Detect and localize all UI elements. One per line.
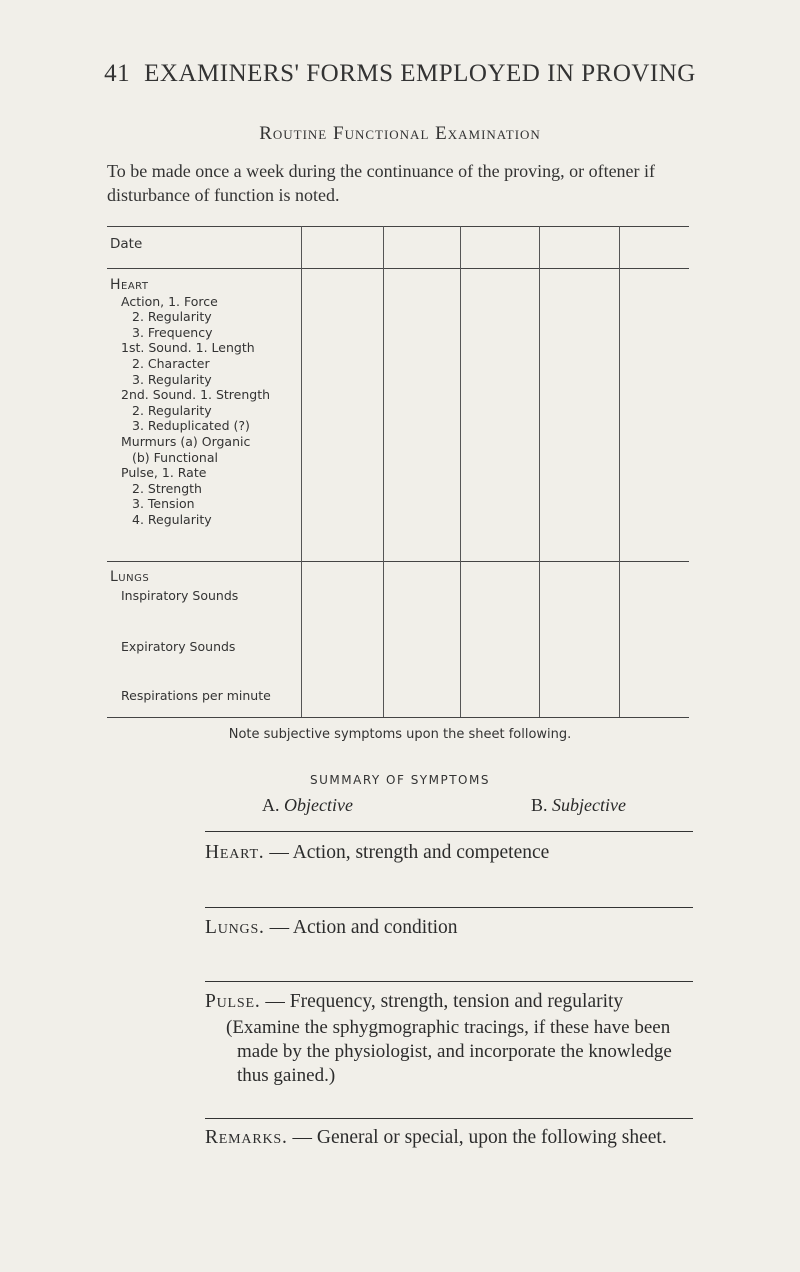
- intro-paragraph: To be made once a week during the continuance of the proving, or oftener if disturbance of function is noted.: [107, 161, 656, 205]
- date-label: Date: [110, 236, 143, 252]
- summary-lungs-text: — Action and condition: [264, 917, 458, 938]
- summary-remarks-row: [205, 1127, 667, 1149]
- pulse-note-line: (Examine the sphygmographic tracings, if these have been: [226, 1017, 671, 1038]
- table-col-divider: [539, 226, 540, 717]
- heart-title: Heart: [110, 277, 149, 293]
- summary-b-subjective: [531, 795, 626, 816]
- summary-heart-text: — Action, strength and competence: [264, 842, 550, 863]
- heart-line-item: Murmurs (a) Organic: [121, 433, 251, 449]
- table-col-divider: [383, 226, 384, 717]
- heart-line-item: Action, 1. Force: [121, 293, 218, 309]
- summary-rule: [205, 831, 693, 832]
- page-number: 41: [104, 60, 131, 87]
- summary-b-prefix: B.: [531, 795, 548, 815]
- summary-a-label: Objective: [284, 795, 353, 815]
- summary-remarks-text: — General or special, upon the following sheet.: [287, 1127, 667, 1148]
- heart-line-item: 1st. Sound. 1. Length: [121, 340, 255, 356]
- summary-heart-label: Heart.: [205, 842, 265, 863]
- heart-line-item: (b) Functional: [132, 449, 218, 465]
- summary-lungs-row: [205, 917, 458, 939]
- summary-pulse-row: [205, 991, 623, 1013]
- heart-line-item: 3. Reduplicated (?): [132, 418, 250, 434]
- inspiratory-sounds-label: Inspiratory Sounds: [121, 588, 239, 603]
- summary-lungs-label: Lungs.: [205, 917, 265, 938]
- running-head-title: EXAMINERS' FORMS EMPLOYED IN PROVING: [144, 60, 696, 87]
- heart-line-item: 3. Tension: [132, 496, 195, 512]
- section-title: Routine Functional Examination: [259, 123, 541, 144]
- table-col-divider: [619, 226, 620, 717]
- summary-pulse-label: Pulse.: [205, 991, 261, 1012]
- summary-a-prefix: A.: [262, 795, 280, 815]
- table-rule-heart: [107, 561, 689, 562]
- table-col-divider: [460, 226, 461, 717]
- summary-rule: [205, 1118, 693, 1119]
- table-col-divider: [301, 226, 302, 717]
- summary-b-label: Subjective: [552, 795, 626, 815]
- pulse-note-line: made by the physiologist, and incorporate the knowledge: [237, 1041, 672, 1062]
- summary-remarks-label: Remarks.: [205, 1127, 288, 1148]
- respirations-label: Respirations per minute: [121, 688, 271, 703]
- heart-line-item: 2. Character: [132, 355, 210, 371]
- summary-rule: [205, 907, 693, 908]
- heart-line-item: 3. Regularity: [132, 371, 212, 387]
- note-subjective: Note subjective symptoms upon the sheet following.: [228, 727, 572, 742]
- summary-heart-row: [205, 842, 549, 864]
- summary-a-objective: [262, 795, 353, 816]
- summary-pulse-text: — Frequency, strength, tension and regularity: [260, 991, 624, 1012]
- running-head: [0, 60, 800, 88]
- heart-line-item: Pulse, 1. Rate: [121, 465, 207, 481]
- table-rule-date: [107, 268, 689, 269]
- summary-rule: [205, 981, 693, 982]
- heart-line-item: 4. Regularity: [132, 511, 212, 527]
- expiratory-sounds-label: Expiratory Sounds: [121, 639, 236, 654]
- heart-lines: [110, 294, 300, 528]
- heart-line-item: 2nd. Sound. 1. Strength: [121, 387, 271, 403]
- heart-line-item: 3. Frequency: [132, 324, 213, 340]
- summary-heading: SUMMARY OF SYMPTOMS: [310, 773, 490, 787]
- heart-line-item: 2. Regularity: [132, 309, 212, 325]
- heart-line-item: 2. Strength: [132, 480, 202, 496]
- heart-block: [110, 278, 300, 528]
- summary-pulse-note: [204, 1016, 714, 1088]
- table-bottom-rule: [107, 717, 689, 718]
- pulse-note-line: thus gained.): [237, 1065, 336, 1086]
- table-top-rule: [107, 226, 689, 227]
- heart-line-item: 2. Regularity: [132, 402, 212, 418]
- lungs-title: Lungs: [110, 569, 150, 585]
